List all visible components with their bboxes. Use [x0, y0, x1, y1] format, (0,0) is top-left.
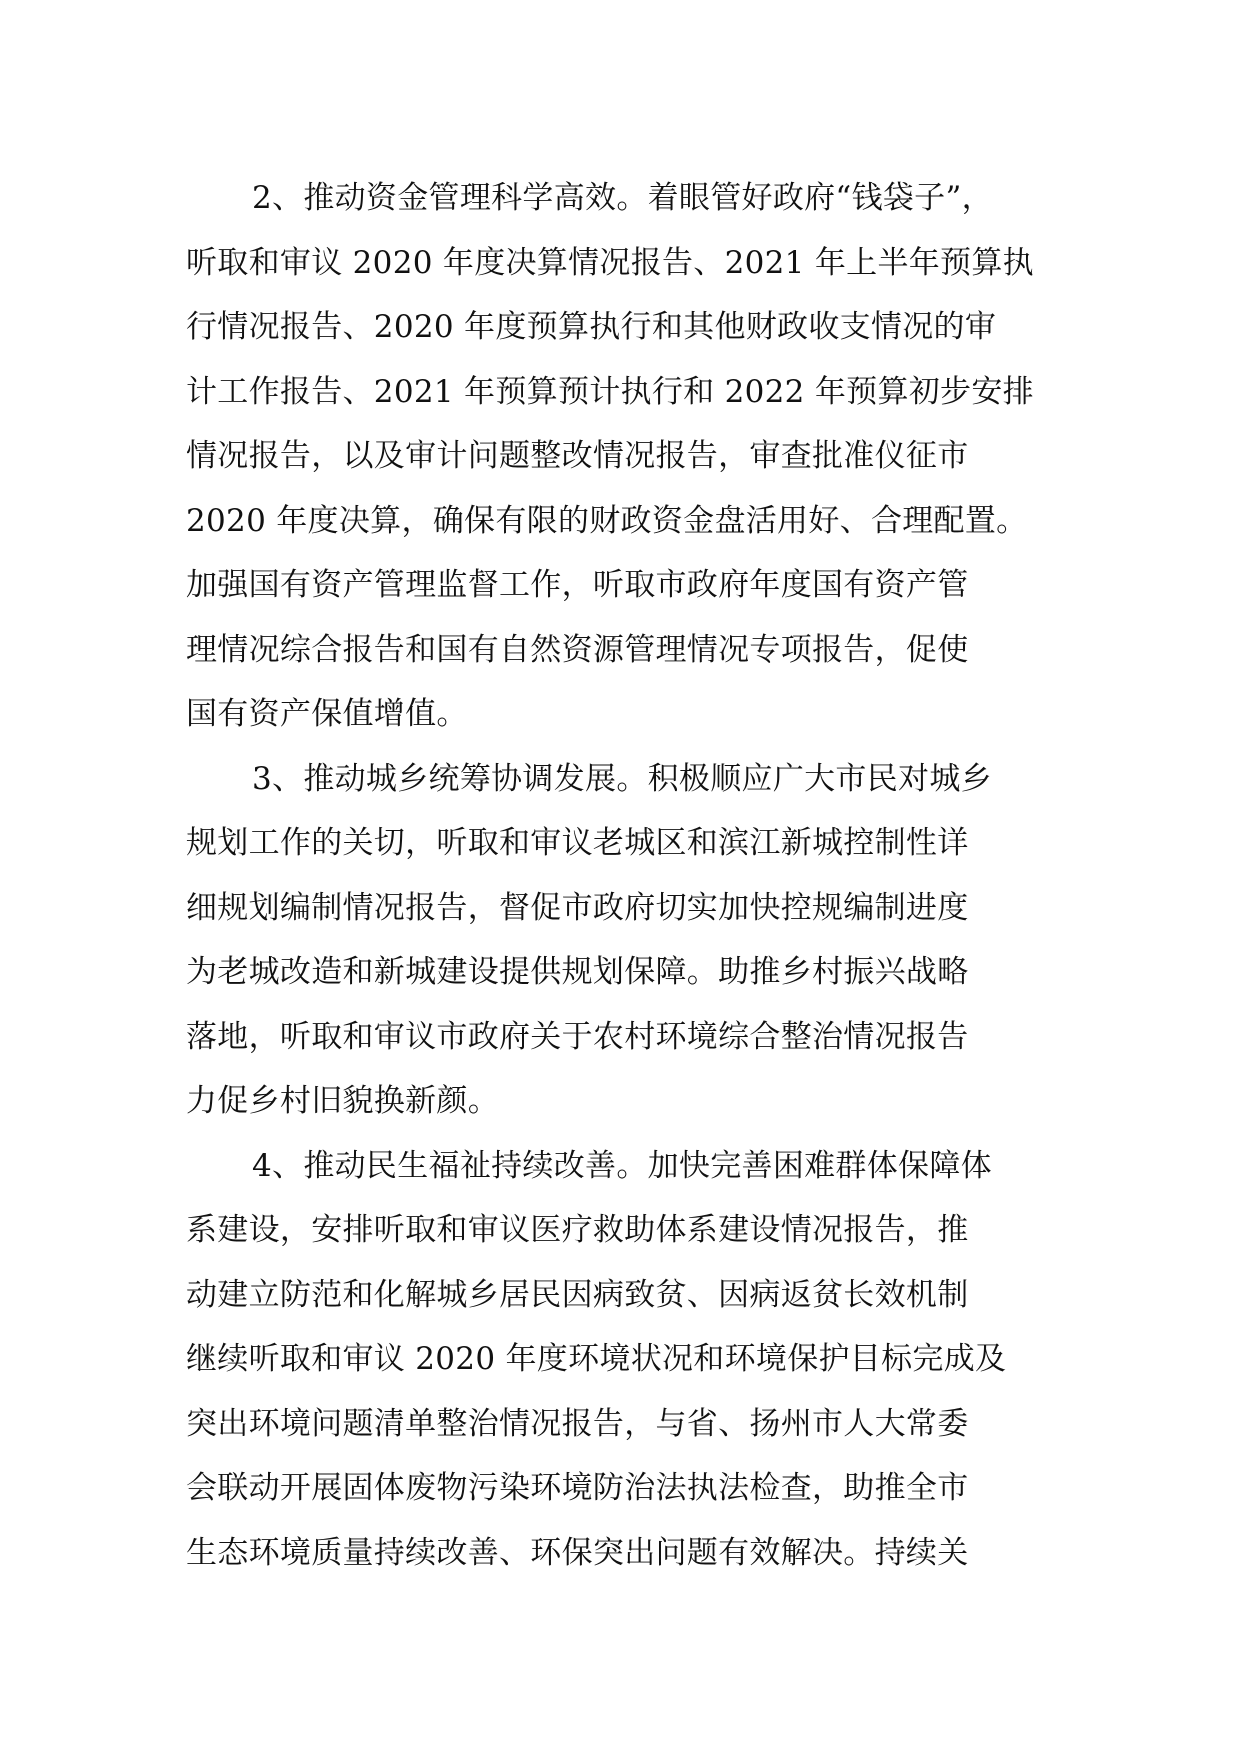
paragraph-4-line-5: 突出环境问题清单整治情况报告，与省、扬州市人大常委: [186, 1405, 969, 1442]
paragraph-3-line-6: 力促乡村旧貌换新颜。: [186, 1083, 499, 1119]
paragraph-3-line-2: 规划工作的关切，听取和审议老城区和滨江新城控制性详: [186, 825, 969, 861]
paragraph-2-line-5: 情况报告，以及审计问题整改情况报告，审查批准仪征市: [186, 438, 969, 474]
paragraph-2-line-3: 行情况报告、2020 年度预算执行和其他财政收支情况的审: [186, 309, 997, 345]
paragraph-3-line-3: 细规划编制情况报告，督促市政府切实加快控规编制进度: [186, 889, 969, 926]
paragraph-4-line-6: 会联动开展固体废物污染环境防治法执法检查，助推全市: [186, 1470, 969, 1506]
paragraph-2-line-9: 国有资产保值增值。: [186, 696, 468, 732]
paragraph-4-line-7: 生态环境质量持续改善、环保突出问题有效解决。持续关: [186, 1534, 969, 1571]
paragraph-2-line-1: 2、推动资金管理科学高效。着眼管好政府“钱袋子”，: [252, 180, 993, 216]
body-text: [186, 166, 1066, 1585]
paragraph-2-line-2: 听取和审议 2020 年度决算情况报告、2021 年上半年预算执: [186, 244, 1034, 281]
paragraph-2-line-4: 计工作报告、2021 年预算预计执行和 2022 年预算初步安排: [186, 373, 1034, 410]
paragraph-4-line-4: 继续听取和审议 2020 年度环境状况和环境保护目标完成及: [186, 1341, 1007, 1377]
paragraph-2-line-7: 加强国有资产管理监督工作，听取市政府年度国有资产管: [186, 567, 969, 603]
paragraph-4-line-3: 动建立防范和化解城乡居民因病致贫、因病返贫长效机制: [186, 1276, 969, 1313]
paragraph-3-line-5: 落地，听取和审议市政府关于农村环境综合整治情况报告: [186, 1018, 969, 1055]
paragraph-2-line-8: 理情况综合报告和国有自然资源管理情况专项报告，促使: [186, 631, 969, 668]
paragraph-2-line-6: 2020 年度决算，确保有限的财政资金盘活用好、合理配置。: [186, 502, 1028, 539]
paragraph-4-line-2: 系建设，安排听取和审议医疗救助体系建设情况报告，推: [186, 1212, 969, 1248]
paragraph-4-line-1: 4、推动民生福祉持续改善。加快完善困难群体保障体: [252, 1147, 992, 1184]
paragraph-3-line-1: 3、推动城乡统筹协调发展。积极顺应广大市民对城乡: [252, 760, 992, 797]
paragraph-3-line-4: 为老城改造和新城建设提供规划保障。助推乡村振兴战略: [186, 954, 969, 990]
